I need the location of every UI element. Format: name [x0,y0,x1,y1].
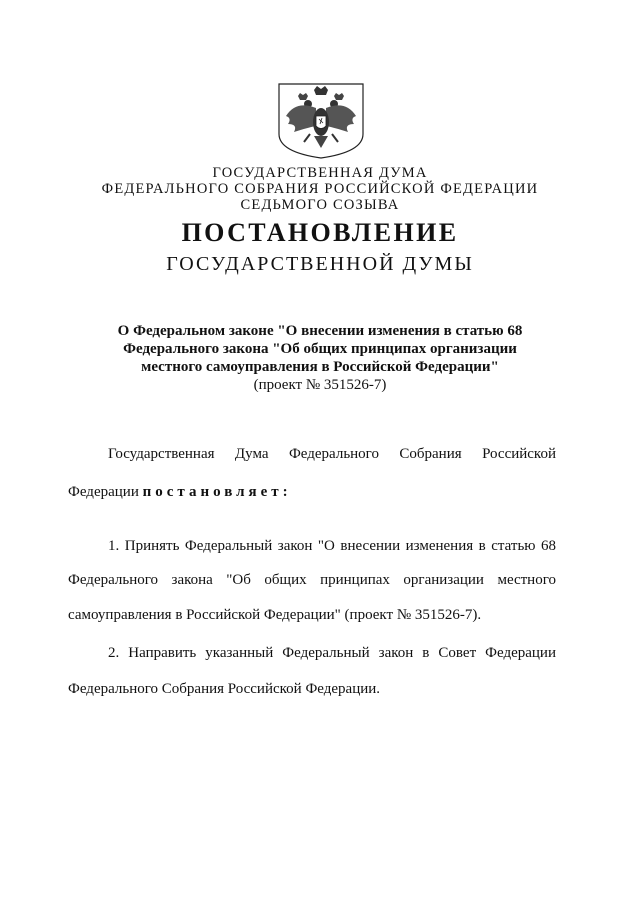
document-type-title: ПОСТАНОВЛЕНИЕ [181,218,459,247]
intro-line-1: Государственная Дума Федерального Собрания Российской [108,446,556,462]
intro-line-2 [68,484,556,504]
subject-line-2: Федерального закона "Об общих принципах организации [123,341,517,357]
subject-line-1: О Федеральном законе "О внесении изменения в статью 68 [117,323,523,339]
item-1-line-1: 1. Принять Федеральный закон "О внесении изменения в статью 68 [108,538,556,554]
document-subject [0,322,640,394]
org-name-line-2: ФЕДЕРАЛЬНОГО СОБРАНИЯ РОССИЙСКОЙ ФЕДЕРАЦИИ [101,181,539,197]
resolution-intro [68,446,556,506]
intro-line-2-text: Федерации [68,484,143,500]
org-name-line-1: ГОСУДАРСТВЕННАЯ ДУМА [212,165,428,181]
resolution-item-2 [68,645,556,705]
project-number: (проект № 351526-7) [253,377,387,393]
resolves-keyword: постановляет: [142,484,292,500]
item-1-line-2: Федерального закона "Об общих принципах организации местного [68,572,556,588]
item-2-line-1: 2. Направить указанный Федеральный закон в Совет Федерации [108,645,556,661]
item-2-line-2: Федерального Собрания Российской Федерации. [68,681,381,697]
subject-line-3: местного самоуправления в Российской Федерации" [141,359,499,375]
document-issuer-title: ГОСУДАРСТВЕННОЙ ДУМЫ [166,253,474,275]
item-1-line-3: самоуправления в Российской Федерации" (проект № 351526-7). [68,607,482,623]
russian-coat-of-arms-icon [276,82,366,160]
convocation-line: СЕДЬМОГО СОЗЫВА [240,197,400,213]
resolution-item-1 [68,538,556,638]
